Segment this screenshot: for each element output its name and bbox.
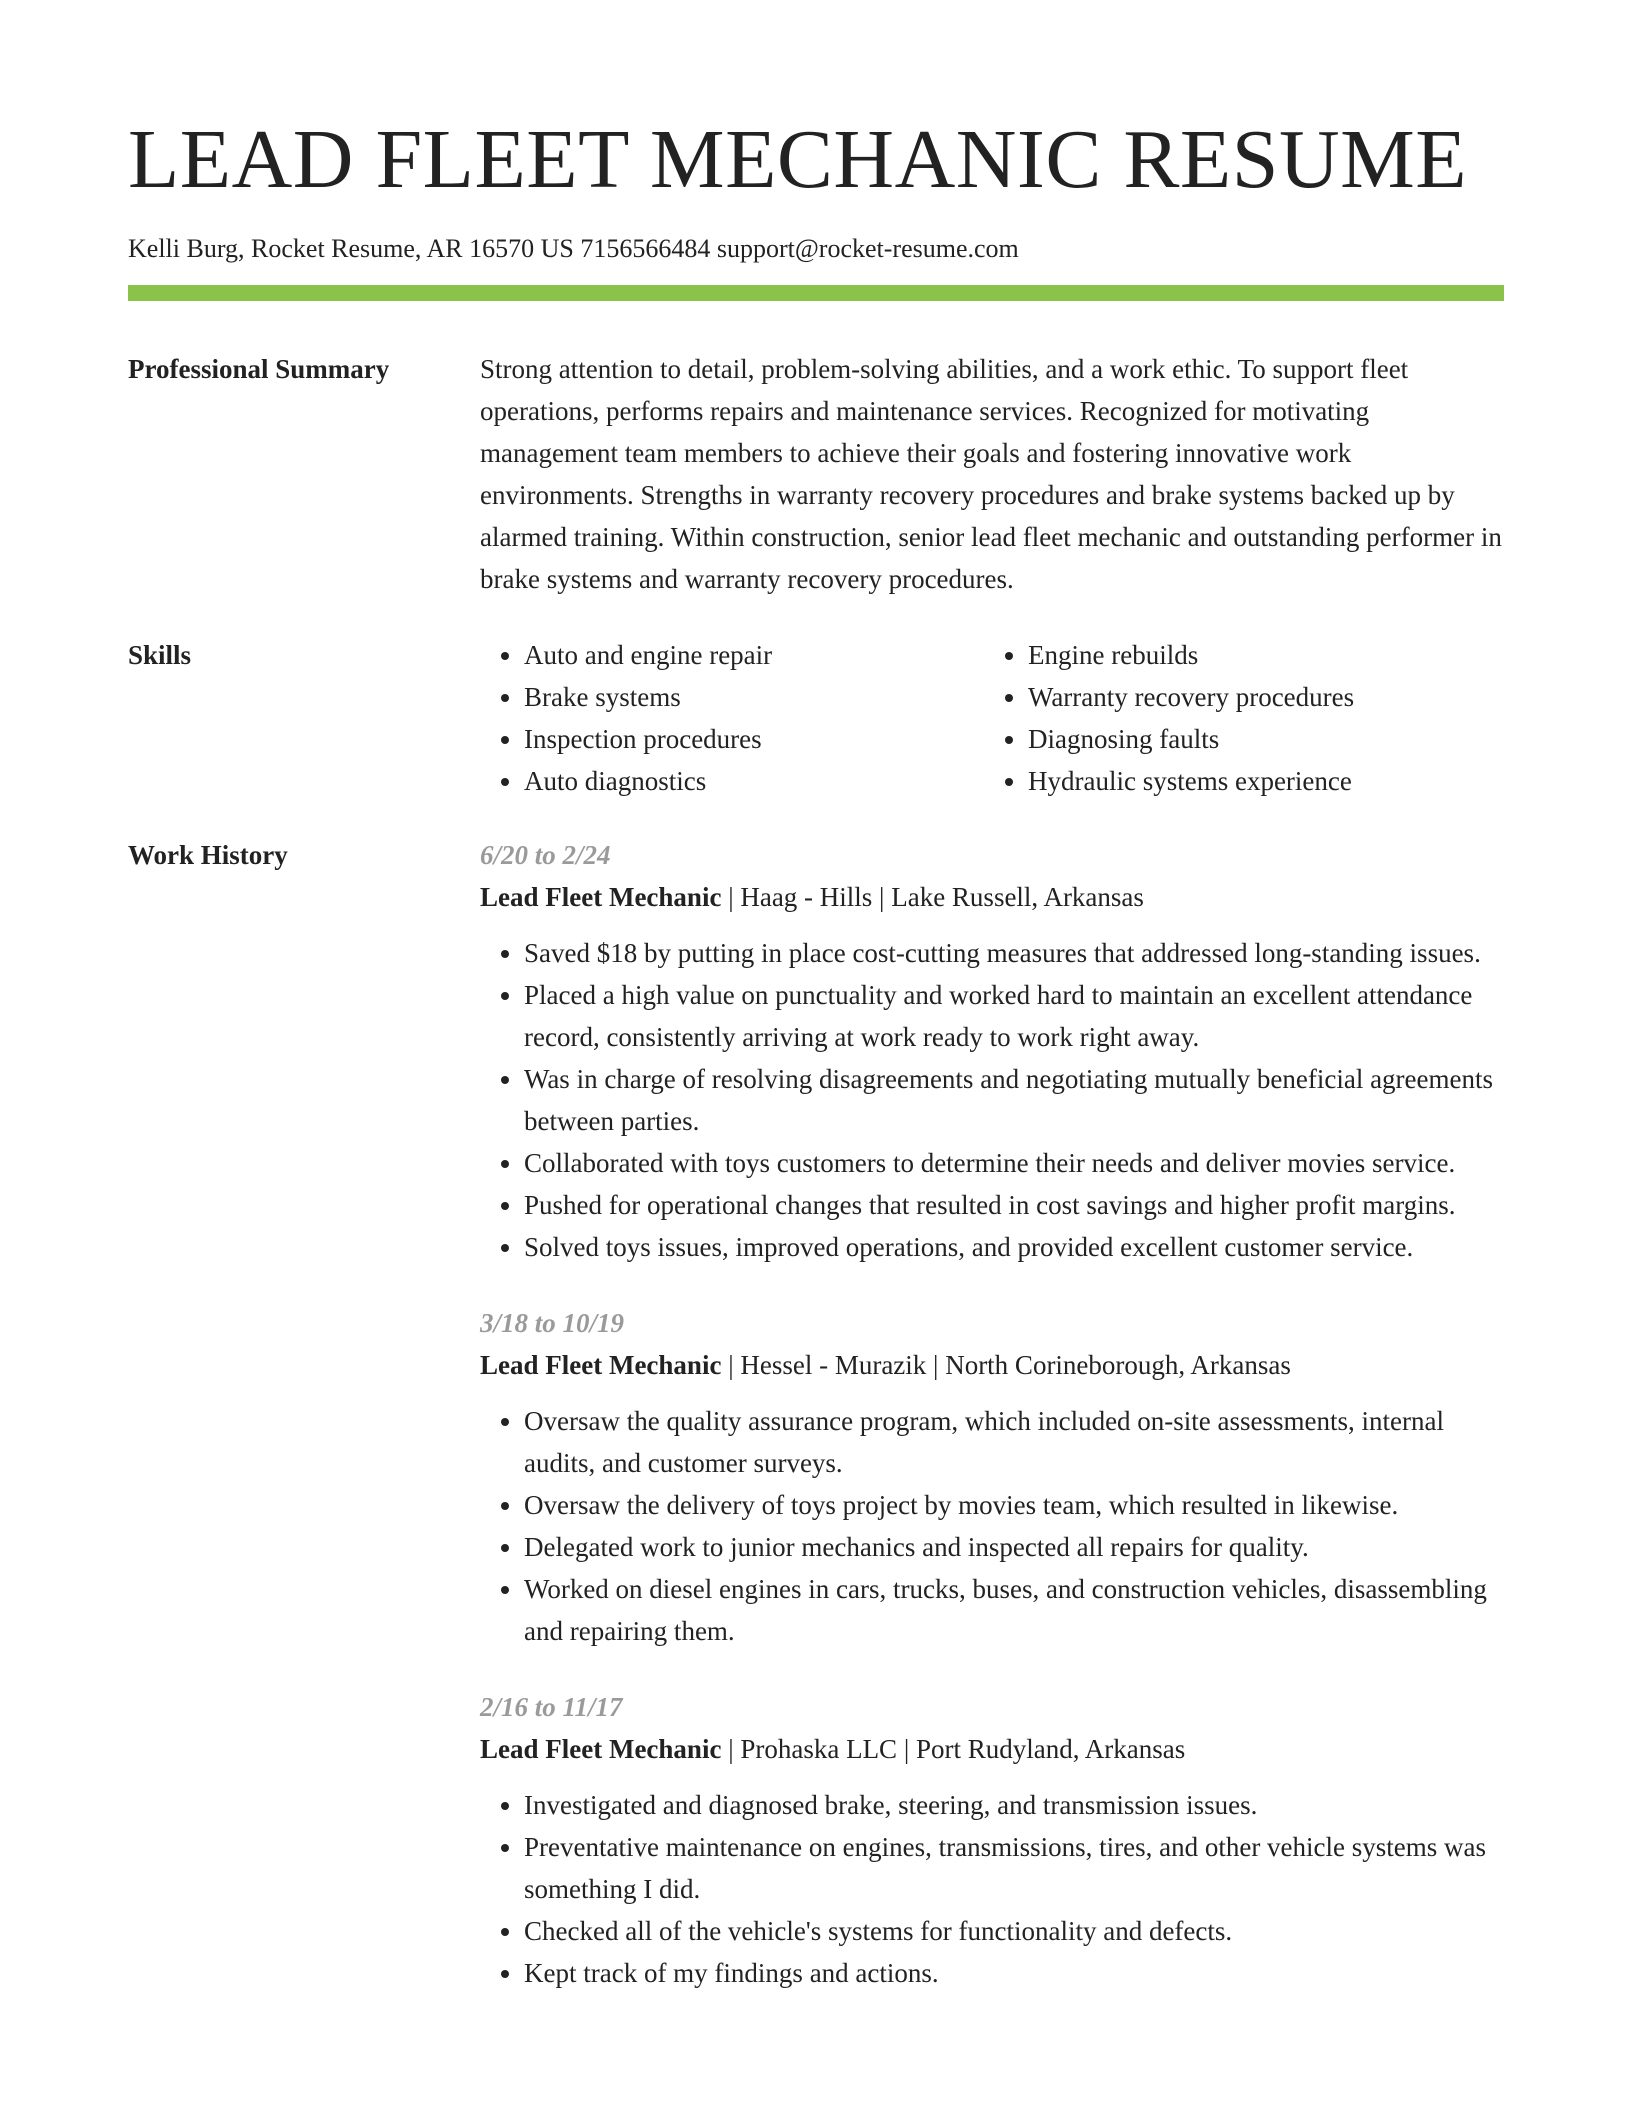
job-heading — [480, 1728, 1504, 1770]
skills-list-right — [984, 634, 1488, 802]
job-title: Lead Fleet Mechanic — [480, 1350, 722, 1380]
job-bullets — [480, 1400, 1504, 1652]
job-employer-location: | Haag - Hills | Lake Russell, Arkansas — [721, 882, 1144, 912]
job-bullet: • Oversaw the quality assurance program, which included on-site assessments, internal audits, and customer surveys. — [524, 1400, 1504, 1484]
work-history-heading: Work History — [128, 840, 288, 870]
job-dates: 6/20 to 2/24 — [480, 840, 611, 870]
job-employer-location: | Hessel - Murazik | North Corineborough, Arkansas — [721, 1350, 1291, 1380]
accent-divider — [128, 285, 1504, 301]
job-heading — [480, 876, 1504, 918]
job-employer-location: | Prohaska LLC | Port Rudyland, Arkansas — [721, 1734, 1186, 1764]
job-bullet: • Solved toys issues, improved operations, and provided excellent customer service. — [524, 1226, 1504, 1268]
job-entry — [480, 1686, 1504, 1994]
skills-heading: Skills — [128, 640, 192, 670]
job-bullets — [480, 1784, 1504, 1994]
skills-list-left — [480, 634, 984, 802]
contact-line: Kelli Burg, Rocket Resume, AR 16570 US 7156566484 support@rocket-resume.com — [128, 234, 1019, 263]
job-bullet: • Saved $18 by putting in place cost-cutting measures that addressed long-standing issues. — [524, 932, 1504, 974]
job-bullet: • Collaborated with toys customers to determine their needs and deliver movies service. — [524, 1142, 1504, 1184]
skill-item: • Diagnosing faults — [1028, 718, 1488, 760]
job-entry — [480, 834, 1504, 1268]
skill-item: • Hydraulic systems experience — [1028, 760, 1488, 802]
professional-summary-heading: Professional Summary — [128, 354, 390, 384]
skill-item: • Brake systems — [524, 676, 984, 718]
job-heading — [480, 1344, 1504, 1386]
skill-item: • Warranty recovery procedures — [1028, 676, 1488, 718]
job-bullet: • Kept track of my findings and actions. — [524, 1952, 1504, 1994]
job-bullet: • Pushed for operational changes that resulted in cost savings and higher profit margins. — [524, 1184, 1504, 1226]
job-bullet: • Worked on diesel engines in cars, trucks, buses, and construction vehicles, disassembling and repairing them. — [524, 1568, 1504, 1652]
skill-item: • Auto diagnostics — [524, 760, 984, 802]
job-bullet: • Delegated work to junior mechanics and inspected all repairs for quality. — [524, 1526, 1504, 1568]
job-bullet: • Was in charge of resolving disagreements and negotiating mutually beneficial agreements between parties. — [524, 1058, 1504, 1142]
skill-item: • Auto and engine repair — [524, 634, 984, 676]
job-title: Lead Fleet Mechanic — [480, 882, 722, 912]
job-bullet: • Placed a high value on punctuality and worked hard to maintain an excellent attendance record, consistently arriving at work ready to work right away. — [524, 974, 1504, 1058]
job-entry — [480, 1302, 1504, 1652]
job-dates: 2/16 to 11/17 — [480, 1692, 623, 1722]
job-bullet: • Checked all of the vehicle's systems for functionality and defects. — [524, 1910, 1504, 1952]
job-bullet: • Preventative maintenance on engines, transmissions, tires, and other vehicle systems was something I did. — [524, 1826, 1504, 1910]
job-bullet: • Investigated and diagnosed brake, steering, and transmission issues. — [524, 1784, 1504, 1826]
job-bullet: • Oversaw the delivery of toys project by movies team, which resulted in likewise. — [524, 1484, 1504, 1526]
professional-summary-text: Strong attention to detail, problem-solving abilities, and a work ethic. To support fleet operations, performs repairs and maintenance services. Recognized for motivating management team members to achieve their goals and fostering innovative work environments. Strengths in warranty recovery procedures and brake systems backed up by alarmed training. Within construction, senior lead fleet mechanic and outstanding performer in brake systems and warranty recovery procedures. — [480, 354, 1502, 594]
skill-item: • Engine rebuilds — [1028, 634, 1488, 676]
resume-title: LEAD FLEET MECHANIC RESUME — [128, 113, 1468, 206]
skill-item: • Inspection procedures — [524, 718, 984, 760]
job-title: Lead Fleet Mechanic — [480, 1734, 722, 1764]
job-dates: 3/18 to 10/19 — [480, 1308, 625, 1338]
job-bullets — [480, 932, 1504, 1268]
